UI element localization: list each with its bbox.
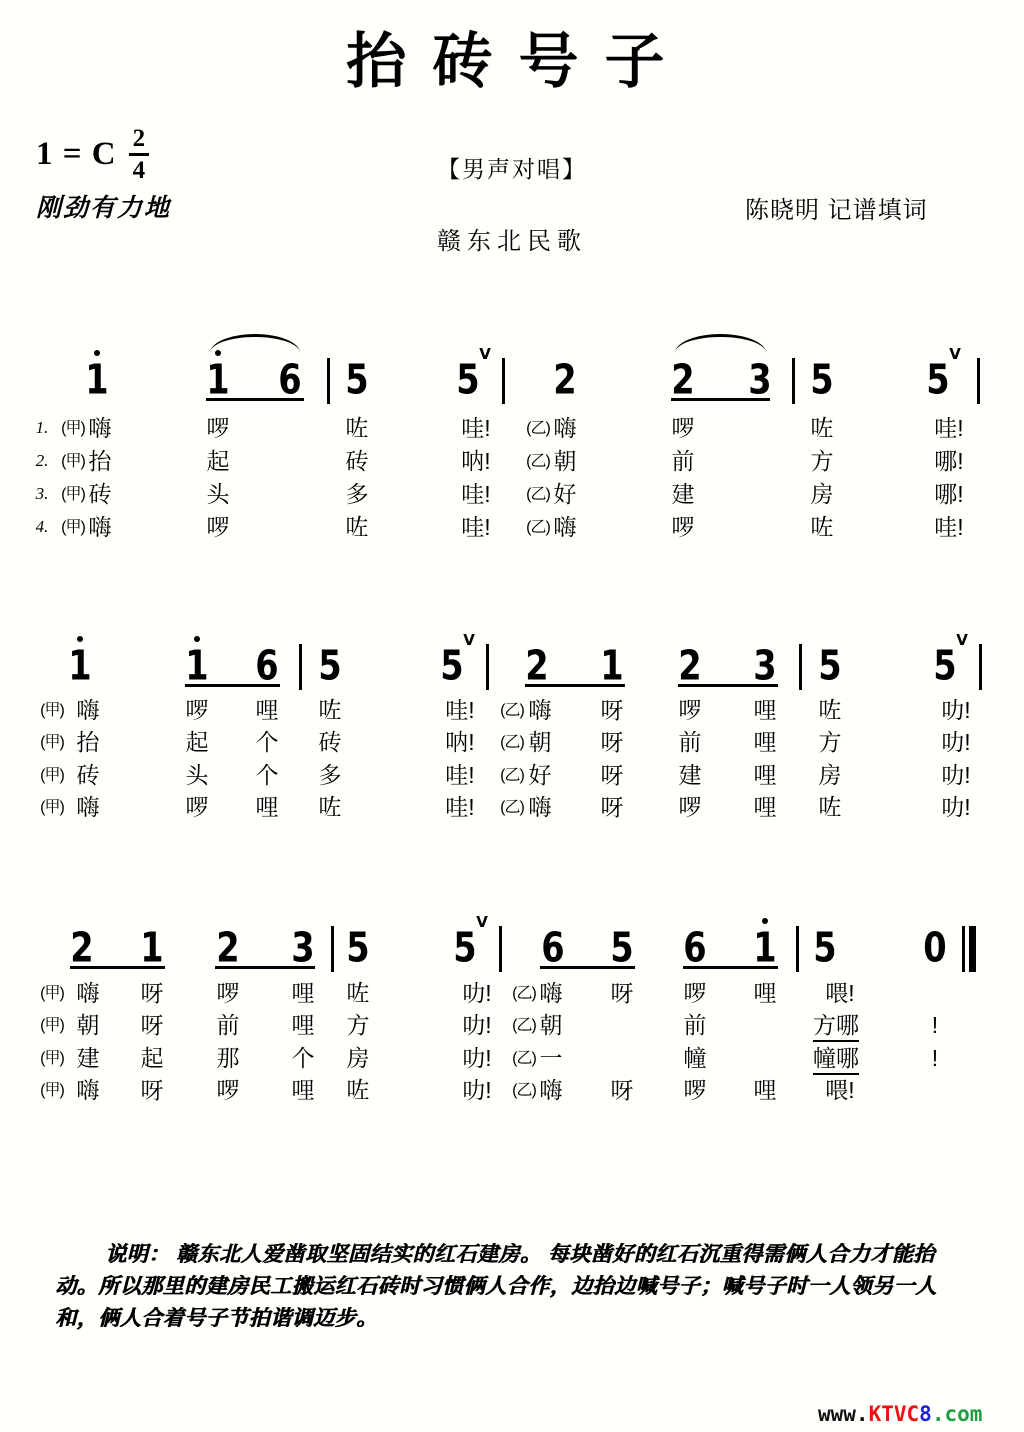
barline: [299, 644, 302, 690]
octave-dot: [194, 636, 200, 642]
note-digit: 1: [68, 641, 92, 690]
voice-label: (甲): [40, 1017, 64, 1034]
note-digit: 6: [683, 923, 707, 972]
lyric-syllable: 嗨: [528, 794, 552, 820]
lyric-syllable: 哩: [255, 794, 279, 820]
lyric-syllable: 叻!: [941, 762, 971, 788]
voice-label: (甲): [61, 420, 85, 437]
key-time-signature: [36, 126, 149, 183]
lyric-syllable: 嗨: [528, 697, 552, 723]
lyric-syllable: 多: [318, 762, 342, 788]
time-signature: [129, 126, 150, 183]
watermark-segment: 8: [919, 1402, 932, 1426]
lyric-syllable: 哩: [291, 1077, 315, 1103]
lyric-syllable: 啰: [671, 514, 695, 540]
note-digit: 6: [255, 641, 279, 690]
lyric-syllable: 咗: [818, 794, 842, 820]
note-digit: 5: [933, 641, 957, 690]
lyric-syllable: 嗨: [76, 794, 100, 820]
lyric-syllable: 好: [553, 481, 577, 507]
lyric-syllable: 啰: [216, 980, 240, 1006]
note-digit: 1: [206, 355, 230, 404]
lyric-syllable: 哩: [255, 697, 279, 723]
lyric-syllable: 朝: [76, 1012, 100, 1038]
voice-label: (乙): [500, 702, 524, 719]
breath-mark: V: [956, 631, 968, 649]
lyric-syllable: 幢: [683, 1045, 707, 1071]
note-digit: 5: [345, 355, 369, 404]
lyric-syllable: 呀: [600, 729, 624, 755]
lyric-syllable: 哇!: [461, 415, 491, 441]
lyric-syllable: 嗨: [76, 980, 100, 1006]
voice-label: (甲): [61, 519, 85, 536]
lyric-syllable: 房: [810, 481, 834, 507]
lyric-syllable: 呐!: [445, 729, 475, 755]
time-signature-numerator: 2: [129, 126, 150, 156]
lyric-syllable: 啰: [206, 514, 230, 540]
lyric-syllable: 哪!: [934, 448, 964, 474]
lyric-syllable: 哩: [291, 980, 315, 1006]
note-digit: 5: [346, 923, 370, 972]
lyric-syllable: 呀: [140, 1077, 164, 1103]
barline: [499, 926, 502, 972]
lyric-syllable: 好: [528, 762, 552, 788]
song-title: 抬砖号子: [346, 28, 691, 95]
lyric-syllable: 房: [346, 1045, 370, 1071]
lyric-syllable: 咗: [346, 980, 370, 1006]
note-digit: 2: [216, 923, 240, 972]
lyric-syllable: 喂!: [825, 980, 855, 1006]
note-digit: 3: [753, 641, 777, 690]
lyric-syllable: 啰: [216, 1077, 240, 1103]
lyric-syllable: 建: [76, 1045, 100, 1071]
lyric-syllable: 幢哪: [813, 1045, 859, 1075]
voice-label: (乙): [512, 1082, 536, 1099]
note-digit: 5: [440, 641, 464, 690]
lyric-syllable: 方: [810, 448, 834, 474]
lyric-syllable: 呀: [140, 1012, 164, 1038]
voice-label: (乙): [526, 519, 550, 536]
lyric-syllable: 啰: [206, 415, 230, 441]
voice-label: (甲): [40, 985, 64, 1002]
breath-mark: V: [463, 631, 475, 649]
key-signature: 1 = C: [36, 136, 117, 172]
lyric-syllable: 朝: [528, 729, 552, 755]
lyric-syllable: 嗨: [553, 415, 577, 441]
lyric-syllable: 哩: [753, 729, 777, 755]
lyric-syllable: 头: [185, 762, 209, 788]
note-digit: 1: [185, 641, 209, 690]
note-digit: 5: [926, 355, 950, 404]
verse-number: 4.: [35, 517, 49, 536]
final-barline: [962, 926, 965, 972]
barline: [792, 358, 795, 404]
voice-label: (甲): [40, 767, 64, 784]
watermark-segment: .com: [931, 1402, 983, 1426]
lyric-syllable: 方哪: [813, 1012, 859, 1042]
lyric-syllable: 啰: [185, 697, 209, 723]
breath-mark: V: [479, 345, 491, 363]
note-digit: 5: [456, 355, 480, 404]
lyric-syllable: 个: [291, 1045, 315, 1071]
barline: [331, 926, 334, 972]
note-digit: 6: [278, 355, 302, 404]
watermark-segment: www.: [818, 1402, 869, 1426]
note-digit: 5: [813, 923, 837, 972]
note-digit: 1: [600, 641, 624, 690]
lyric-syllable: 啰: [678, 794, 702, 820]
performance-note: 【男声对唱】: [437, 156, 587, 182]
note-digit: 1: [753, 923, 777, 972]
lyric-syllable: 建: [671, 481, 695, 507]
note-digit: 2: [678, 641, 702, 690]
note-digit: 5: [810, 355, 834, 404]
lyric-syllable: 呀: [610, 1077, 634, 1103]
lyric-syllable: 哪!: [934, 481, 964, 507]
voice-label: (甲): [40, 1050, 64, 1067]
lyric-syllable: 咗: [345, 514, 369, 540]
voice-label: (乙): [500, 767, 524, 784]
voice-label: (乙): [500, 799, 524, 816]
lyric-syllable: !: [931, 1012, 939, 1038]
lyric-syllable: 哇!: [461, 481, 491, 507]
lyric-syllable: 啰: [185, 794, 209, 820]
lyric-syllable: 嗨: [88, 415, 112, 441]
lyric-syllable: 前: [683, 1012, 707, 1038]
lyric-syllable: 呀: [600, 762, 624, 788]
voice-label: (乙): [526, 486, 550, 503]
lyric-syllable: 咗: [345, 415, 369, 441]
lyric-syllable: 前: [216, 1012, 240, 1038]
barline: [502, 358, 505, 404]
barline: [486, 644, 489, 690]
lyric-syllable: 建: [678, 762, 702, 788]
lyric-syllable: 咗: [810, 415, 834, 441]
lyric-syllable: 哩: [753, 794, 777, 820]
lyric-syllable: 砖: [76, 762, 100, 788]
lyric-syllable: 房: [818, 762, 842, 788]
breath-mark: V: [476, 913, 488, 931]
note-digit: 5: [818, 641, 842, 690]
lyric-syllable: 咗: [346, 1077, 370, 1103]
lyric-syllable: 咗: [318, 697, 342, 723]
lyric-syllable: 个: [255, 762, 279, 788]
voice-label: (乙): [512, 1017, 536, 1034]
song-source: 赣东北民歌: [437, 228, 587, 255]
lyric-syllable: 咗: [818, 697, 842, 723]
lyric-syllable: 砖: [88, 481, 112, 507]
note-digit: 5: [453, 923, 477, 972]
lyric-syllable: 嗨: [539, 1077, 563, 1103]
lyric-syllable: 啰: [671, 415, 695, 441]
time-signature-denominator: 4: [132, 157, 146, 184]
lyric-syllable: 多: [345, 481, 369, 507]
lyric-syllable: !: [931, 1045, 939, 1071]
lyric-syllable: 哩: [753, 980, 777, 1006]
note-digit: 2: [671, 355, 695, 404]
voice-label: (甲): [40, 1082, 64, 1099]
barline: [796, 926, 799, 972]
barline: [327, 358, 330, 404]
lyric-syllable: 呀: [140, 980, 164, 1006]
voice-label: (乙): [526, 420, 550, 437]
lyric-syllable: 叻!: [462, 980, 492, 1006]
breath-mark: V: [949, 345, 961, 363]
voice-label: (乙): [526, 453, 550, 470]
lyric-syllable: 嗨: [76, 1077, 100, 1103]
lyric-syllable: 哇!: [445, 762, 475, 788]
lyric-syllable: 叻!: [462, 1012, 492, 1038]
lyric-syllable: 叻!: [462, 1045, 492, 1071]
note-digit: 5: [610, 923, 634, 972]
slur-arc: [210, 334, 300, 353]
voice-label: (甲): [40, 702, 64, 719]
voice-label: (甲): [40, 799, 64, 816]
tempo-marking: 刚劲有力地: [36, 194, 172, 222]
lyric-syllable: 哇!: [461, 514, 491, 540]
lyric-syllable: 嗨: [539, 980, 563, 1006]
lyric-syllable: 方: [346, 1012, 370, 1038]
verse-number: 2.: [35, 451, 49, 470]
verse-number: 3.: [35, 484, 49, 503]
note-digit: 1: [85, 355, 109, 404]
watermark: [818, 1402, 982, 1426]
barline: [979, 644, 982, 690]
lyric-syllable: 呀: [610, 980, 634, 1006]
note-digit: 3: [748, 355, 772, 404]
lyric-syllable: 方: [818, 729, 842, 755]
lyric-syllable: 哩: [753, 697, 777, 723]
octave-dot: [77, 636, 83, 642]
note-digit: 5: [318, 641, 342, 690]
voice-label: (乙): [500, 734, 524, 751]
lyric-syllable: 个: [255, 729, 279, 755]
lyric-syllable: 啰: [678, 697, 702, 723]
lyric-syllable: 抬: [88, 448, 112, 474]
lyric-syllable: 一: [539, 1045, 563, 1071]
lyric-syllable: 嗨: [88, 514, 112, 540]
lyric-syllable: 叻!: [941, 697, 971, 723]
lyric-syllable: 前: [671, 448, 695, 474]
lyric-syllable: 前: [678, 729, 702, 755]
lyric-syllable: 朝: [539, 1012, 563, 1038]
lyric-syllable: 呐!: [461, 448, 491, 474]
note-digit: 2: [553, 355, 577, 404]
final-barline-thick: [969, 926, 976, 972]
voice-label: (乙): [512, 985, 536, 1002]
note-digit: 3: [291, 923, 315, 972]
lyric-syllable: 哇!: [445, 697, 475, 723]
lyric-syllable: 那: [216, 1045, 240, 1071]
barline: [799, 644, 802, 690]
lyric-syllable: 哇!: [934, 415, 964, 441]
slur-arc: [675, 334, 766, 353]
barline: [977, 358, 980, 404]
octave-dot: [94, 350, 100, 356]
lyric-syllable: 起: [140, 1045, 164, 1071]
lyric-syllable: 哇!: [934, 514, 964, 540]
footnote-line: 和，俩人合着号子节拍谐调迈步。: [55, 1307, 378, 1330]
lyric-syllable: 朝: [553, 448, 577, 474]
voice-label: (甲): [61, 486, 85, 503]
lyric-syllable: 叻!: [941, 794, 971, 820]
footnote-line: 动。所以那里的建房民工搬运红石砖时习惯俩人合作，边抬边喊号子；喊号子时一人领另一人: [55, 1275, 937, 1298]
lyric-syllable: 嗨: [553, 514, 577, 540]
voice-label: (甲): [40, 734, 64, 751]
watermark-segment: KTVC: [868, 1402, 920, 1426]
footnote-line: 说明： 赣东北人爱凿取坚固结实的红石建房。 每块凿好的红石沉重得需俩人合力才能抬: [105, 1243, 935, 1266]
lyric-syllable: 头: [206, 481, 230, 507]
voice-label: (甲): [61, 453, 85, 470]
lyric-syllable: 砖: [345, 448, 369, 474]
lyric-syllable: 呀: [600, 794, 624, 820]
octave-dot: [762, 918, 768, 924]
note-digit: 2: [70, 923, 94, 972]
lyric-syllable: 叻!: [941, 729, 971, 755]
lyric-syllable: 哇!: [445, 794, 475, 820]
lyric-syllable: 哩: [291, 1012, 315, 1038]
lyric-syllable: 喂!: [825, 1077, 855, 1103]
lyric-syllable: 起: [206, 448, 230, 474]
composer-credit: 陈晓明 记谱填词: [745, 197, 928, 224]
lyric-syllable: 咗: [318, 794, 342, 820]
verse-number: 1.: [35, 418, 49, 437]
lyric-syllable: 哩: [753, 1077, 777, 1103]
lyric-syllable: 嗨: [76, 697, 100, 723]
lyric-syllable: 抬: [76, 729, 100, 755]
note-digit: 2: [525, 641, 549, 690]
rest-digit: 0: [923, 923, 947, 972]
lyric-syllable: 起: [185, 729, 209, 755]
lyric-syllable: 叻!: [462, 1077, 492, 1103]
lyric-syllable: 咗: [810, 514, 834, 540]
octave-dot: [215, 350, 221, 356]
note-digit: 1: [140, 923, 164, 972]
voice-label: (乙): [512, 1050, 536, 1067]
lyric-syllable: 啰: [683, 980, 707, 1006]
note-digit: 6: [541, 923, 565, 972]
lyric-syllable: 呀: [600, 697, 624, 723]
lyric-syllable: 哩: [753, 762, 777, 788]
lyric-syllable: 啰: [683, 1077, 707, 1103]
lyric-syllable: 砖: [318, 729, 342, 755]
